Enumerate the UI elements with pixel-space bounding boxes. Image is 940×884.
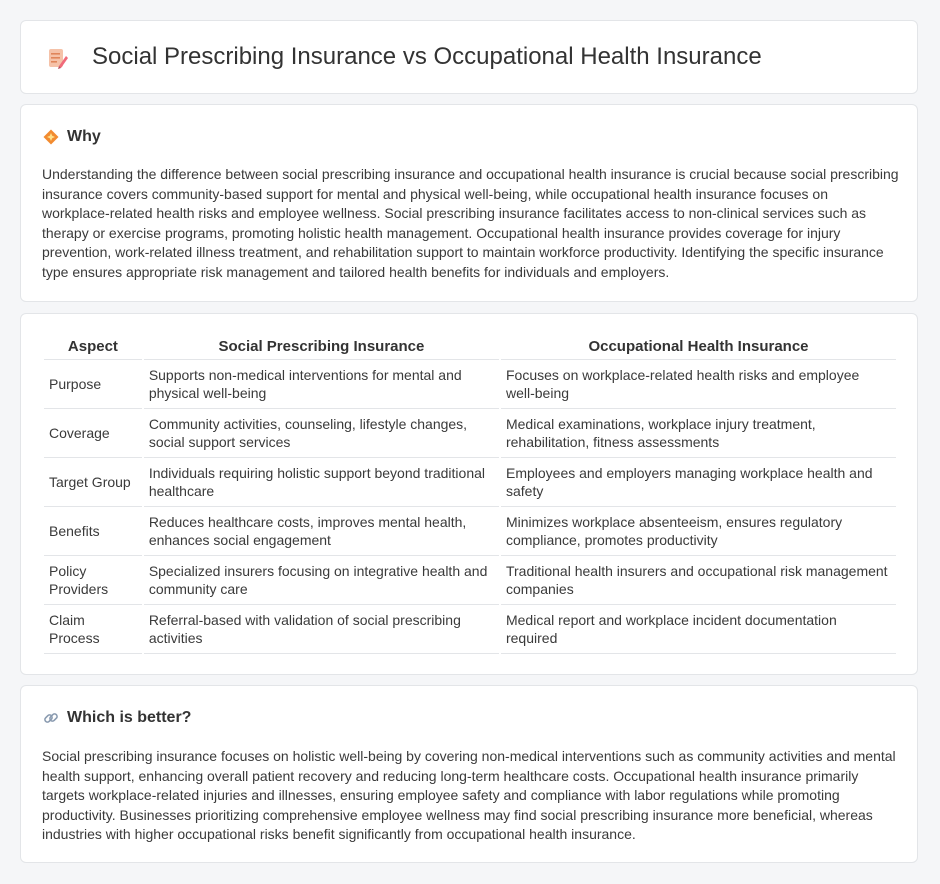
column-header-occupational-health: Occupational Health Insurance: [501, 335, 896, 360]
which-is-better-heading: [43, 708, 191, 728]
social-prescribing-cell: Individuals requiring holistic support beyond traditional healthcare: [144, 458, 499, 507]
aspect-cell: Claim Process: [44, 605, 142, 654]
social-prescribing-cell: Specialized insurers focusing on integrative health and community care: [144, 556, 499, 605]
aspect-cell: Coverage: [44, 409, 142, 458]
table-row: [44, 556, 896, 605]
occupational-health-cell: Focuses on workplace-related health risks and employee well-being: [501, 360, 896, 409]
page-title: Social Prescribing Insurance vs Occupational Health Insurance: [92, 43, 762, 70]
why-section: [20, 104, 918, 302]
document-edit-icon: [47, 47, 69, 69]
social-prescribing-cell: Community activities, counseling, lifestyle changes, social support services: [144, 409, 499, 458]
aspect-cell: Benefits: [44, 507, 142, 556]
aspect-cell: Target Group: [44, 458, 142, 507]
which-is-better-text: Social prescribing insurance focuses on holistic well-being by covering non-medical interventions such as community activities and mental health support, enhancing overall patient recovery and reducing long-term healthcare costs. Occupational health insurance primarily targets workplace-related injuries and illnesses, ensuring employee safety and compliance with labor regulations while promoting productivity. Businesses prioritizing comprehensive employee wellness may find social prescribing insurance more beneficial, whereas industries with higher occupational risks benefit significantly from occupational health insurance.: [42, 748, 896, 842]
table-row: [44, 409, 896, 458]
which-is-better-section: [20, 685, 918, 863]
table-row: [44, 507, 896, 556]
why-heading: [43, 127, 101, 147]
table-row: [44, 360, 896, 409]
table-row: [44, 458, 896, 507]
link-icon: [43, 710, 59, 726]
which-is-better-title: Which is better?: [67, 709, 192, 726]
table-row: [44, 605, 896, 654]
social-prescribing-cell: Reduces healthcare costs, improves mental health, enhances social engagement: [144, 507, 499, 556]
occupational-health-cell: Minimizes workplace absenteeism, ensures regulatory compliance, promotes productivity: [501, 507, 896, 556]
occupational-health-cell: Employees and employers managing workplace health and safety: [501, 458, 896, 507]
occupational-health-cell: Traditional health insurers and occupational risk management companies: [501, 556, 896, 605]
aspect-cell: Purpose: [44, 360, 142, 409]
why-title: Why: [67, 128, 101, 145]
comparison-section: [20, 313, 918, 675]
sparkle-diamond-icon: [43, 129, 59, 145]
header-card: [20, 20, 918, 94]
social-prescribing-cell: Referral-based with validation of social prescribing activities: [144, 605, 499, 654]
column-header-social-prescribing: Social Prescribing Insurance: [144, 335, 499, 360]
social-prescribing-cell: Supports non-medical interventions for mental and physical well-being: [144, 360, 499, 409]
occupational-health-cell: Medical examinations, workplace injury treatment, rehabilitation, fitness assessments: [501, 409, 896, 458]
column-header-aspect: Aspect: [44, 335, 142, 360]
table-header-row: [44, 335, 896, 360]
comparison-table: [42, 335, 898, 654]
aspect-cell: Policy Providers: [44, 556, 142, 605]
occupational-health-cell: Medical report and workplace incident documentation required: [501, 605, 896, 654]
why-text: Understanding the difference between social prescribing insurance and occupational health insurance is crucial because social prescribing insurance covers community-based support for mental and physical well-being, while occupational health insurance focuses on workplace-related health risks and employee wellness. Social prescribing insurance facilitates access to non-clinical services such as therapy or exercise programs, promoting holistic health management. Occupational health insurance provides coverage for injury prevention, work-related illness treatment, and rehabilitation support to maintain workforce productivity. Identifying the specific insurance type ensures appropriate risk management and tailored health benefits for individuals and employers.: [42, 166, 899, 280]
